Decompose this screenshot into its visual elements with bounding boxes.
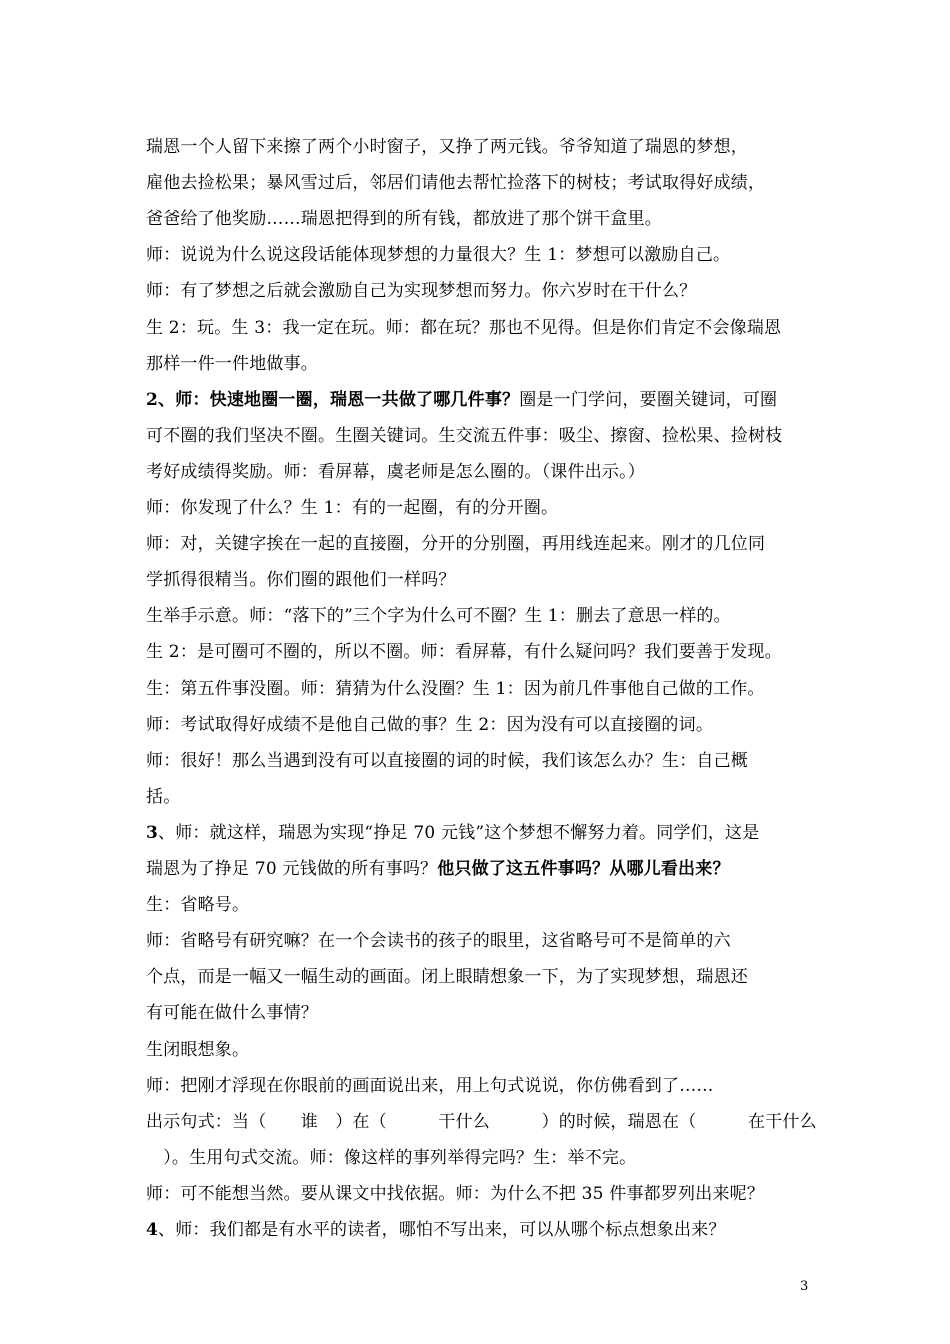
text-line bbox=[146, 244, 816, 266]
text-line bbox=[146, 533, 816, 555]
text-segment: 那样一件一件地做事。 bbox=[146, 354, 318, 374]
text-segment: 师：省略号有研究嘛？在一个会读书的孩子的眼里，这省略号可不是简单的六 bbox=[146, 931, 731, 951]
text-line bbox=[146, 822, 816, 844]
text-line bbox=[146, 750, 816, 772]
text-segment: 个点，而是一幅又一幅生动的画面。闭上眼睛想象一下，为了实现梦想，瑞恩还 bbox=[146, 967, 748, 987]
text-segment: 师：有了梦想之后就会激励自己为实现梦想而努力。你六岁时在干什么？ bbox=[146, 281, 697, 301]
text-segment: 有可能在做什么事情？ bbox=[146, 1003, 318, 1023]
text-line bbox=[146, 353, 816, 375]
text-segment: 师：说说为什么说这段话能体现梦想的力量很大？生 1：梦想可以激励自己。 bbox=[146, 245, 731, 265]
text-segment: 括。 bbox=[146, 787, 181, 807]
text-segment: 生：第五件事没圈。师：猜猜为什么没圈？生 1：因为前几件事他自己做的工作。 bbox=[146, 679, 765, 699]
text-segment: 瑞恩为了挣足 70 元钱做的所有事吗？ bbox=[146, 859, 438, 879]
text-line bbox=[146, 641, 816, 663]
text-line bbox=[146, 497, 816, 519]
text-segment: 考好成绩得奖励。师：看屏幕，虞老师是怎么圈的。（课件出示。） bbox=[146, 462, 645, 482]
text-line bbox=[146, 208, 816, 230]
text-segment: 师：你发现了什么？生 1：有的一起圈，有的分开圈。 bbox=[146, 498, 559, 518]
text-segment: 学抓得很精当。你们圈的跟他们一样吗？ bbox=[146, 570, 456, 590]
text-segment: 生 2：是可圈可不圈的，所以不圈。师：看屏幕，有什么疑问吗？我们要善于发现。 bbox=[146, 642, 782, 662]
text-segment: 、师：我们都是有水平的读者，哪怕不写出来，可以从哪个标点想象出来？ bbox=[158, 1220, 726, 1240]
text-segment: 圈是一门学问，要圈关键词，可圈 bbox=[519, 390, 778, 410]
text-segment: ）。生用句式交流。师：像这样的事列举得完吗？生：举不完。 bbox=[146, 1148, 637, 1168]
text-line bbox=[146, 425, 816, 447]
text-segment: 师：把刚才浮现在你眼前的画面说出来，用上句式说说，你仿佛看到了…… bbox=[146, 1076, 714, 1096]
text-line bbox=[146, 714, 816, 736]
text-line bbox=[146, 1039, 816, 1061]
text-line bbox=[146, 569, 816, 591]
text-segment: 爸爸给了他奖励……瑞恩把得到的所有钱，都放进了那个饼干盒里。 bbox=[146, 209, 662, 229]
bold-text-segment: 4 bbox=[146, 1220, 159, 1240]
text-line bbox=[146, 894, 816, 916]
text-segment: 可不圈的我们坚决不圈。生圈关键词。生交流五件事：吸尘、擦窗、捡松果、捡树枝 bbox=[146, 426, 783, 446]
text-line bbox=[146, 1183, 816, 1205]
text-segment: 生举手示意。师：“落下的”三个字为什么可不圈？生 1：删去了意思一样的。 bbox=[146, 606, 731, 626]
text-segment: 瑞恩一个人留下来擦了两个小时窗子，又挣了两元钱。爷爷知道了瑞恩的梦想， bbox=[146, 137, 748, 157]
text-line bbox=[146, 280, 816, 302]
text-segment: 出示句式：当（ 谁 ）在（ 干什么 ）的时候，瑞恩在（ 在干什么 bbox=[146, 1112, 817, 1132]
text-segment: 师：考试取得好成绩不是他自己做的事？生 2：因为没有可以直接圈的词。 bbox=[146, 715, 714, 735]
page-number: 3 bbox=[800, 1279, 809, 1294]
bold-text-segment: 3 bbox=[146, 823, 159, 843]
text-line bbox=[146, 786, 816, 808]
text-segment: 、师：就这样，瑞恩为实现“挣足 70 元钱”这个梦想不懈努力着。同学们，这是 bbox=[158, 823, 760, 843]
bold-text-segment: 他只做了这五件事吗？从哪儿看出来？ bbox=[437, 859, 730, 879]
text-segment: 师：很好！那么当遇到没有可以直接圈的词的时候，我们该怎么办？生：自己概 bbox=[146, 751, 748, 771]
text-line bbox=[146, 1111, 816, 1133]
text-line bbox=[146, 461, 816, 483]
bold-text-segment: 2、师：快速地圈一圈，瑞恩一共做了哪几件事？ bbox=[146, 390, 520, 410]
text-segment: 生：省略号。 bbox=[146, 895, 250, 915]
text-segment: 师：对，关键字挨在一起的直接圈，分开的分别圈，再用线连起来。刚才的几位同 bbox=[146, 534, 766, 554]
text-line bbox=[146, 678, 816, 700]
text-segment: 生 2：玩。生 3：我一定在玩。师：都在玩？那也不见得。但是你们肯定不会像瑞恩 bbox=[146, 318, 782, 338]
text-line bbox=[146, 389, 816, 411]
text-segment: 师：可不能想当然。要从课文中找依据。师：为什么不把 35 件事都罗列出来呢？ bbox=[146, 1184, 765, 1204]
text-line bbox=[146, 1219, 816, 1241]
text-line bbox=[146, 858, 816, 880]
text-line bbox=[146, 317, 816, 339]
text-line bbox=[146, 966, 816, 988]
text-line bbox=[146, 605, 816, 627]
text-line bbox=[146, 172, 816, 194]
text-segment: 生闭眼想象。 bbox=[146, 1040, 250, 1060]
text-line bbox=[146, 1002, 816, 1024]
text-line bbox=[146, 930, 816, 952]
text-line bbox=[146, 1075, 816, 1097]
text-line bbox=[146, 1147, 816, 1169]
text-segment: 雇他去捡松果；暴风雪过后，邻居们请他去帮忙捡落下的树枝；考试取得好成绩， bbox=[146, 173, 766, 193]
text-line bbox=[146, 136, 816, 158]
